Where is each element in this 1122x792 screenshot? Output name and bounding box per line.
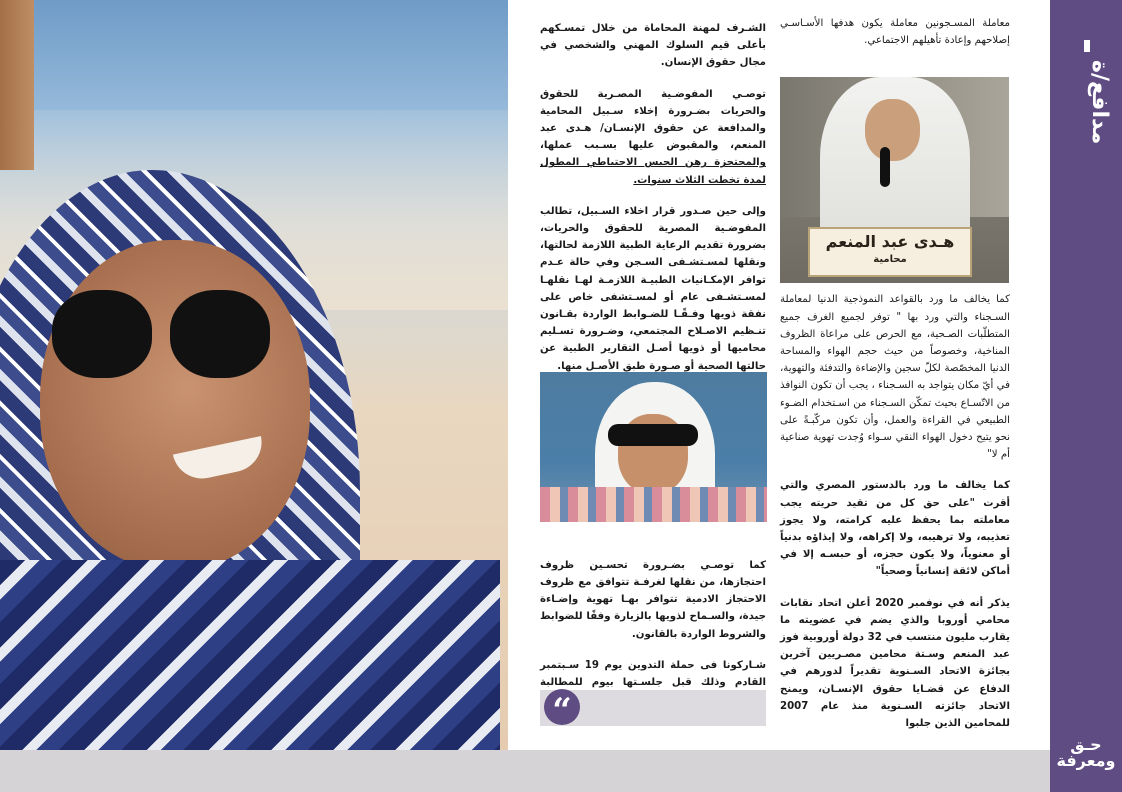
right-paragraph-1: معاملة المسـجونين معاملة يكون هدفها الأسـاسـي إصلاحهم وإعادة تأهيلهم الاجتماعي.	[780, 18, 1010, 47]
hero-photo-woman-beach	[0, 0, 508, 750]
quote-mark-icon: “	[544, 689, 580, 725]
photo-wooden-pole	[0, 0, 34, 170]
nameplate	[808, 227, 972, 277]
brand-logo-line-1: حـق	[1070, 735, 1102, 754]
photo-scarf-pattern	[0, 560, 500, 750]
middle-paragraph-3: وإلى حين صـدور قرار اخلاء السـبيل، تطالب المفوضـية المصرية للحقوق والحريات، بضرورة تقديم الرعاية الطبية اللازمة لحالتها، ونقلها لمسـتشـفى السـجن وفي حالة عـدم توافر الإمكـانيات الطبيـة اللازمـة لهـا نقلهـا لمسـتشـفى عام أو لمسـتشفى خاص على نفقة ذويها وفـقًـا للضـوابط الواردة بقـانون تنـظيم الاصـلاح المجتمعي، وضـرورة تسـليم محاميها أو ذويها أصـل التقارير الطبية عن حالتها الصحية أو صـورة طبق الأصـل منها.	[540, 205, 766, 372]
brand-logo	[1054, 737, 1118, 769]
middle-paragraph-2-underlined: والمحتجزة رهن الحبس الاحتياطي المطول لمدة تخطت الثلاث سنوات.	[540, 157, 766, 186]
section-sidebar	[1050, 0, 1122, 792]
microphone-icon	[880, 147, 890, 187]
sidebar-accent-mark	[1084, 40, 1090, 52]
right-paragraph-4: يذكر أنه في نوفمبر 2020 أعلن اتحاد نقابات محامي أوروبا والذي يضم في عضويته ما يقارب مليون منتسب في 32 دولة أوروبية فوز عبد المنعم وسـتة محامين مصـريين آخرين بجائزة الاتحاد السـنوية تقديراً لدورهم في الدفاع عن قضـايا حقوق الإنسـان، ويمنح الاتحاد جائزته السـنوية منذ عام 2007 للمحامين الذين جلبوا	[780, 597, 1010, 730]
right-paragraph-2: كما يخالف ما ورد بالقواعد النموذجية الدنيا لمعاملة السـجناء والتي ورد بها " توفر لجميع الغرف جميع المتطلّبات الصـحية، مع الحرص على مراعاة الظروف المناخية، وخصوصاً من حيث حجم الهواء والمساحة الدنيا المخصّصة لكلّ سجين والإضاءة والتدفئة والتهوية، في أيّ مكان يتواجد به السـجناء ، يجب أن تكون النوافذ من الاتّسـاع بحيث تمكّن السـجناء من اسـتخدام الضـوء الطبيعي في القراءة والعمل، وأن تكون مركّبـةً على نحو يتيح دخول الهواء النقي سـواء وُجدت تهوية صناعية أم لا"	[780, 294, 1010, 461]
middle-paragraph-2-main: توصـي المفوضـية المصـرية للحقوق والحريات بضـرورة إخلاء سـبيل المحامية والمدافعة عن حقوق الإنسـان/ هـدى عبد المنعم، والمقبوض عليها بسـبب عملها،	[540, 88, 766, 152]
photo-speaker-face	[865, 99, 920, 161]
nameplate-title: محامية	[873, 254, 907, 265]
middle-paragraph-4: كما توصـي بضـرورة تحسـين ظروف احتجازها، من نقلها لغرفـة تتوافق مع ظروف الاحتجاز الادمية تتوافر بهـا تهوية وإضـاءة جيدة، والسـماح لذويها بالزيارة وفقًا للضوابط والشروط الواردة بالقانون.	[540, 559, 766, 640]
middle-paragraph-1: الشـرف لمهنة المحاماة من خلال تمسـكهم بأعلى قيم السلوك المهني والشخصي في مجال حقوق الإنسان.	[540, 23, 766, 69]
photo-speaker-with-nameplate	[780, 77, 1009, 283]
nameplate-name: هـدى عبد المنعم	[825, 232, 955, 251]
photo-sunglasses-2	[608, 424, 698, 446]
section-title: مدافع/ة	[1087, 60, 1112, 145]
photo-woman-sunglasses	[540, 372, 767, 522]
photo-patterned-scarf	[540, 487, 767, 522]
right-paragraph-3: كما يخالف ما ورد بالدستور المصري والتي أقرت "على حق كل من تقيد حريته يجب معاملته بما يحفظ عليه كرامته، ولا يجوز تعذيبه، ولا ترهيبه، ولا إكراهه، ولا إيذاؤه بدنياً أو معنوياً، ولا يكون حجزه، أو حبسـه إلا في أماكن لائقة إنسانياً وصحياً"	[780, 480, 1010, 578]
middle-paragraph-2	[540, 86, 766, 189]
photo-sunglasses	[52, 290, 282, 380]
bottom-gray-band	[0, 750, 1050, 792]
brand-logo-line-2: ومعرفة	[1056, 751, 1116, 770]
middle-paragraph-5: شـاركونا فى حملة التدوين يوم 19 سـبتمبر القادم وذلك قبل جلسـتها بيوم للمطالبة	[540, 659, 766, 689]
